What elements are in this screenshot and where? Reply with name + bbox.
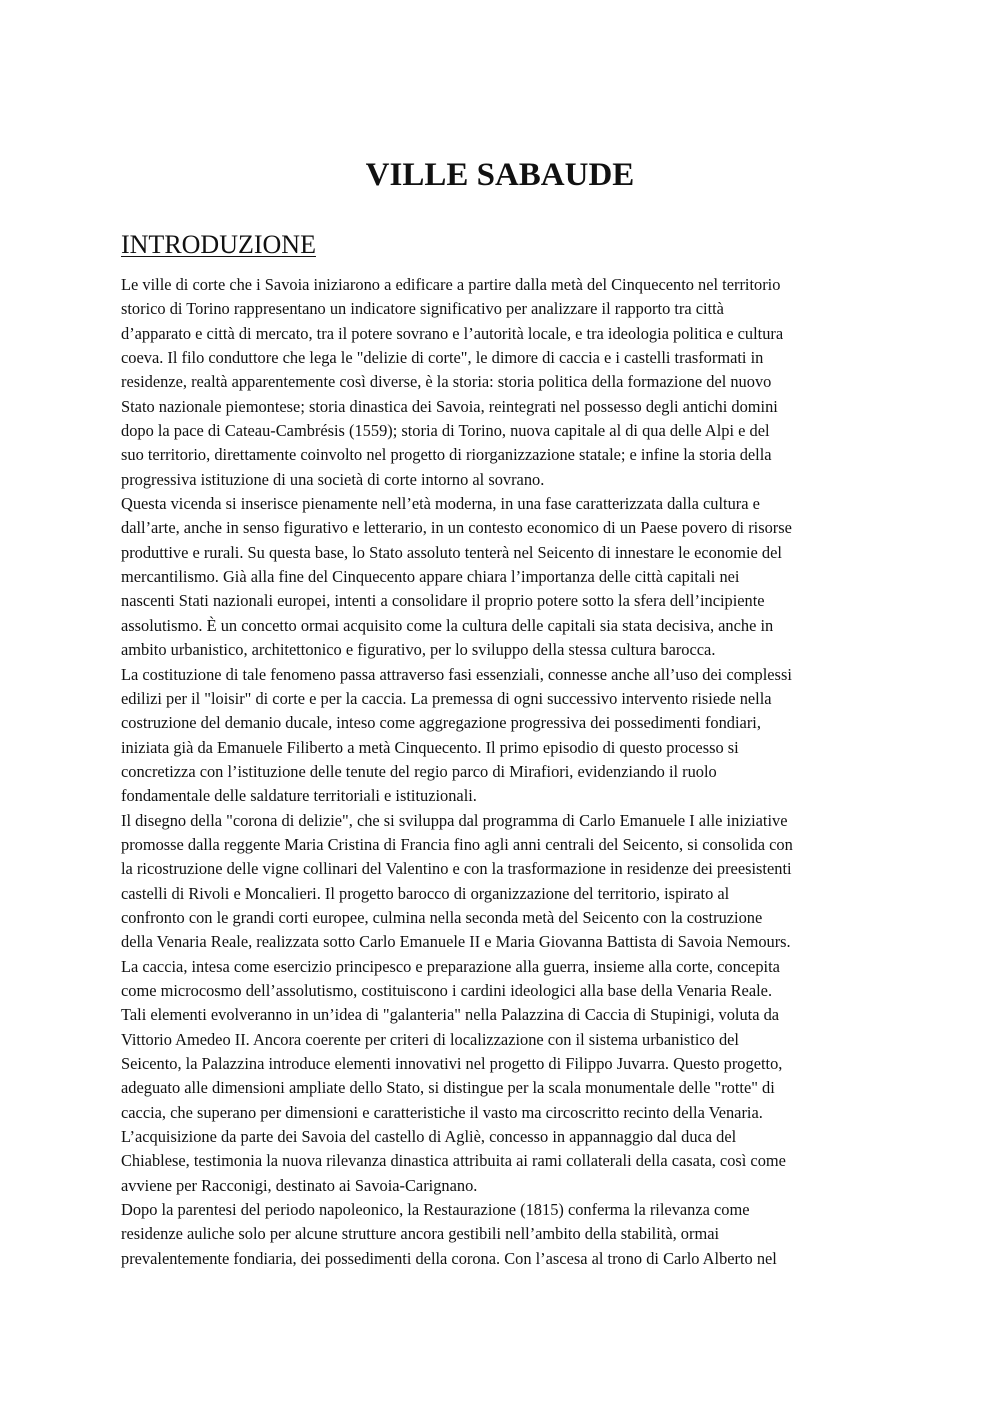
text-line: dopo la pace di Cateau-Cambrésis (1559); storia di Torino, nuova capitale al di qua delle Alpi e del (121, 421, 770, 441)
text-line: coeva. Il filo conduttore che lega le "delizie di corte", le dimore di caccia e i castelli trasformati in (121, 348, 764, 368)
text-line: la ricostruzione delle vigne collinari del Valentino e con la trasformazione in residenze dei preesistenti (121, 859, 792, 879)
text-line: residenze auliche solo per alcune strutture ancora gestibili nell’ambito della stabilità, ormai (121, 1224, 720, 1244)
document-title: VILLE SABAUDE (365, 157, 635, 193)
text-line: La costituzione di tale fenomeno passa attraverso fasi essenziali, connesse anche all’uso dei complessi (121, 664, 792, 684)
text-line: La caccia, intesa come esercizio principesco e preparazione alla guerra, insieme alla corte, concepita (121, 956, 780, 976)
section-heading: INTRODUZIONE (121, 230, 316, 259)
text-line: Dopo la parentesi del periodo napoleonico, la Restaurazione (1815) conferma la rilevanza come (121, 1200, 750, 1220)
text-line: Vittorio Amedeo II. Ancora coerente per criteri di localizzazione con il sistema urbanistico del (121, 1029, 739, 1049)
text-line: produttive e rurali. Su questa base, lo Stato assoluto tenterà nel Seicento di innestare le economie del (121, 542, 782, 562)
text-line: storico di Torino rappresentano un indicatore significativo per analizzare il rapporto tra città (121, 299, 724, 319)
text-line: promosse dalla reggente Maria Cristina di Francia fino agli anni centrali del Seicento, si consolida con (121, 834, 793, 854)
text-line: Questa vicenda si inserisce pienamente nell’età moderna, in una fase caratterizzata dalla cultura e (121, 494, 760, 514)
text-line: suo territorio, direttamente coinvolto nel progetto di riorganizzazione statale; e infine la storia della (121, 445, 772, 465)
text-line: Tali elementi evolveranno in un’idea di "galanteria" nella Palazzina di Caccia di Stupinigi, voluta da (121, 1005, 780, 1025)
text-line: Il disegno della "corona di delizie", che si sviluppa dal programma di Carlo Emanuele I alle iniziative (121, 810, 788, 830)
text-line: iniziata già da Emanuele Filiberto a metà Cinquecento. Il primo episodio di questo processo si (121, 737, 739, 757)
text-line: Le ville di corte che i Savoia iniziarono a edificare a partire dalla metà del Cinquecento nel territorio (121, 275, 781, 294)
text-line: nascenti Stati nazionali europei, intenti a consolidare il proprio potere sotto la sfera dell’incipiente (121, 591, 765, 611)
text-line: mercantilismo. Già alla fine del Cinquecento appare chiara l’importanza delle città capitali nei (121, 567, 740, 587)
text-line: Seicento, la Palazzina introduce elementi innovativi nel progetto di Filippo Juvarra. Questo progetto, (121, 1054, 783, 1073)
text-line: adeguato alle dimensioni ampliate dello Stato, si distingue per la scala monumentale delle "rotte" di (121, 1078, 775, 1098)
text-line: ambito urbanistico, architettonico e figurativo, per lo sviluppo della stessa cultura barocca. (121, 640, 716, 660)
text-line: come microcosmo dell’assolutismo, costituiscono i cardini ideologici alla base della Venaria Reale. (121, 980, 773, 1000)
body-text (121, 273, 881, 1271)
text-line: Stato nazionale piemontese; storia dinastica dei Savoia, reintegrati nel possesso degli antichi domini (121, 396, 778, 416)
text-line: dall’arte, anche in senso figurativo e letterario, in un contesto economico di un Paese povero di risorse (121, 518, 792, 538)
text-line: residenze, realtà apparentemente così diverse, è la storia: storia politica della formazione del nuovo (121, 372, 772, 392)
text-line: prevalentemente fondiaria, dei possedimenti della corona. Con l’ascesa al trono di Carlo Alberto nel (121, 1248, 777, 1268)
text-line: castelli di Rivoli e Moncalieri. Il progetto barocco di organizzazione del territorio, ispirato al (121, 883, 730, 903)
text-line: della Venaria Reale, realizzata sotto Carlo Emanuele II e Maria Giovanna Battista di Savoia Nemours. (121, 932, 791, 952)
text-line: edilizi per il "loisir" di corte e per la caccia. La premessa di ogni successivo intervento risiede nella (121, 688, 772, 708)
text-line: avviene per Racconigi, destinato ai Savoia-Carignano. (121, 1175, 478, 1195)
text-line: L’acquisizione da parte dei Savoia del castello di Agliè, concesso in appannaggio dal duca del (121, 1127, 737, 1147)
text-line: confronto con le grandi corti europee, culmina nella seconda metà del Seicento con la costruzione (121, 907, 763, 927)
text-line: d’apparato e città di mercato, tra il potere sovrano e l’autorità locale, e tra ideologia politica e cultura (121, 323, 784, 343)
text-line: costruzione del demanio ducale, inteso come aggregazione progressiva dei possedimenti fondiari, (121, 713, 761, 733)
text-line: fondamentale delle saldature territoriali e istituzionali. (121, 786, 477, 806)
text-line: progressiva istituzione di una società di corte intorno al sovrano. (121, 469, 545, 489)
text-line: Chiablese, testimonia la nuova rilevanza dinastica attribuita ai rami collaterali della casata, così come (121, 1151, 786, 1171)
text-line: concretizza con l’istituzione delle tenute del regio parco di Mirafiori, evidenziando il ruolo (121, 761, 717, 781)
text-line: assolutismo. È un concetto ormai acquisito come la cultura delle capitali sia stata decisiva, anche in (121, 615, 774, 635)
text-line: caccia, che superano per dimensioni e caratteristiche il vasto ma circoscritto recinto della Venaria. (121, 1102, 763, 1122)
